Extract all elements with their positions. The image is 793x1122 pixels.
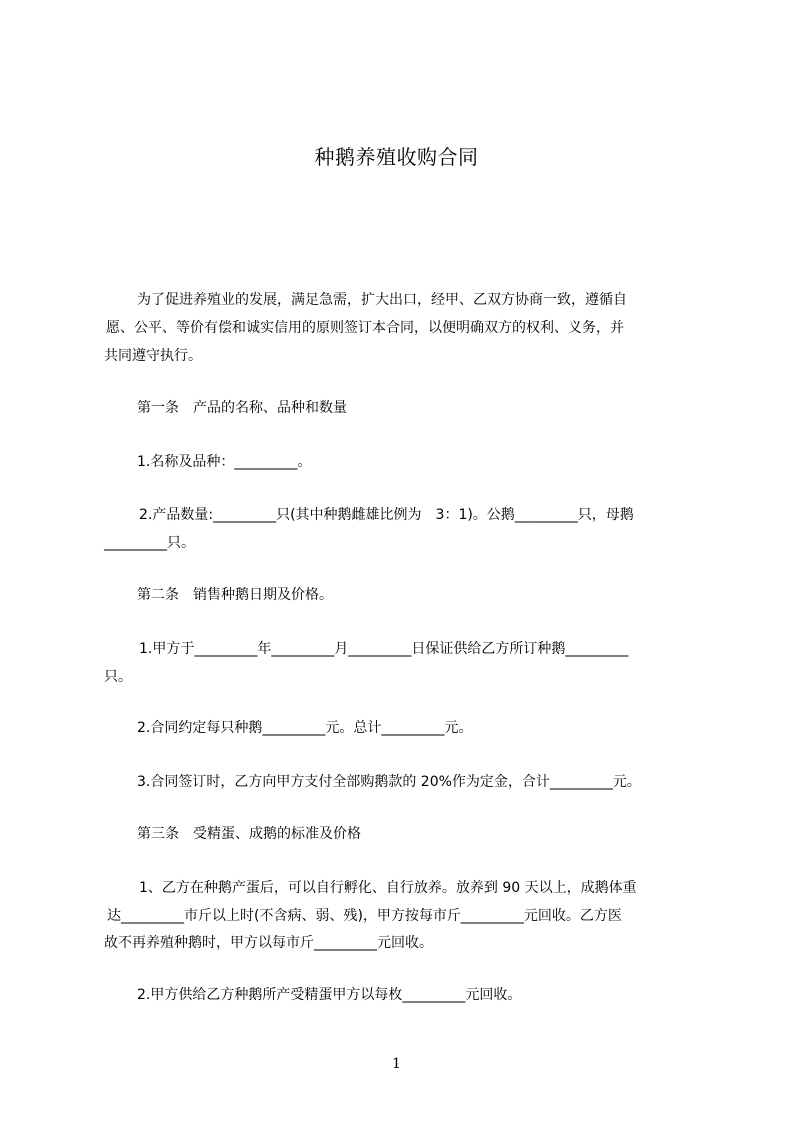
clause-line: 1、乙方在种鹅产蛋后，可以自行孵化、自行放养。放养到 90 天以上，成鹅体重: [139, 880, 637, 896]
clause-line: 2.甲方供给乙方种鹅所产受精蛋甲方以每枚_________元回收。: [137, 987, 522, 1003]
clause-line: 故不再养殖种鹅时，甲方以每市斤_________元回收。: [104, 935, 433, 951]
paragraph-line: 为了促进养殖业的发展，满足急需，扩大出口，经甲、乙双方协商一致，遵循自: [137, 292, 627, 308]
document-title: 种鹅养殖收购合同: [314, 145, 479, 169]
clause-line: _________只。: [104, 535, 195, 551]
page-number: 1: [392, 1056, 401, 1072]
clause-line: 2.合同约定每只种鹅_________元。总计_________元。: [137, 720, 473, 736]
clause-line: 1.甲方于_________年_________月_________日保证供给乙方所订种鹅_________: [139, 641, 629, 657]
clause-line: 只。: [104, 669, 132, 685]
clause-line: 达_________市斤以上时(不含病、弱、残)，甲方按每市斤_________元回收。乙方医: [107, 908, 622, 924]
section-heading: 第一条 产品的名称、品种和数量: [137, 400, 347, 416]
clause-line: 2.产品数量:_________只(其中种鹅雌雄比例为 3：1)。公鹅_________只，母鹅: [139, 507, 634, 523]
paragraph-line: 共同遵守执行。: [104, 348, 202, 364]
clause-line: 3.合同签订时，乙方向甲方支付全部购鹅款的 20%作为定金，合计_________元。: [137, 774, 641, 790]
paragraph-line: 愿、公平、等价有偿和诚实信用的原则签订本合同，以便明确双方的权利、义务，并: [106, 320, 624, 336]
clause-line: 1.名称及品种：_________。: [137, 454, 312, 470]
section-heading: 第二条 销售种鹅日期及价格。: [137, 587, 333, 603]
section-heading: 第三条 受精蛋、成鹅的标准及价格: [137, 826, 361, 842]
